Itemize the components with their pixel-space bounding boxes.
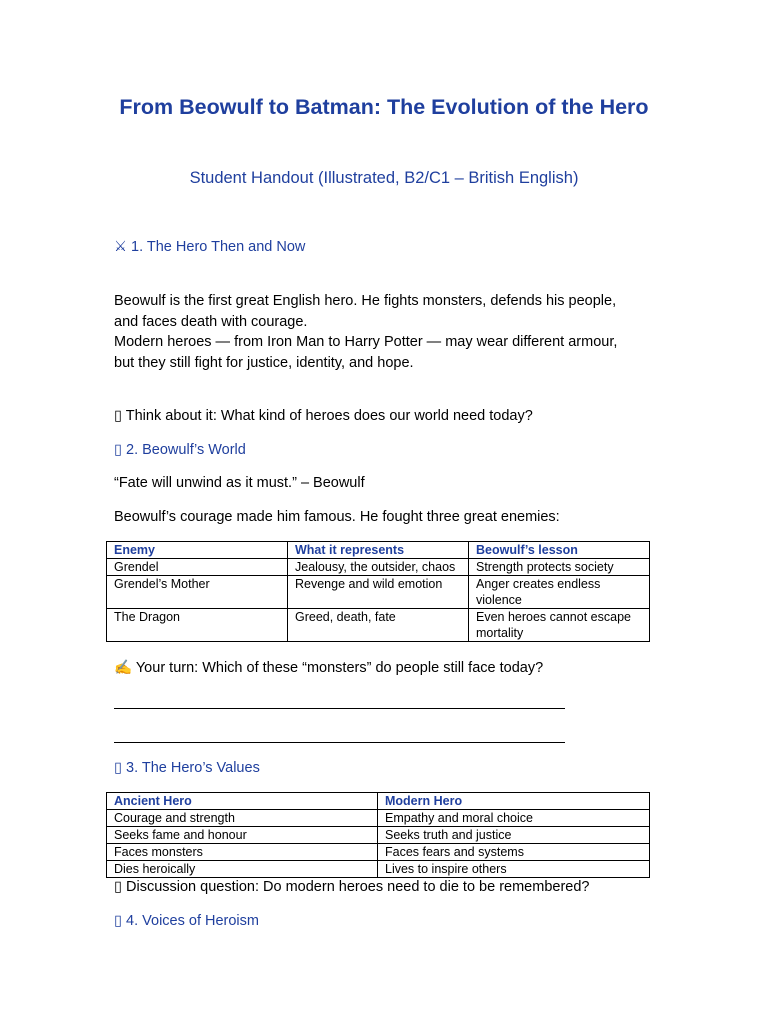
your-turn-text: Your turn: Which of these “monsters” do people still face today? [135, 660, 544, 676]
table-cell: Faces monsters [107, 844, 378, 861]
table-cell: Revenge and wild emotion [288, 576, 469, 609]
table-cell: Seeks fame and honour [107, 827, 378, 844]
section-2-intro: Beowulf’s courage made him famous. He fought three great enemies: [114, 509, 560, 525]
answer-line[interactable] [114, 742, 565, 743]
table-row [107, 559, 650, 576]
table-cell: Empathy and moral choice [378, 810, 650, 827]
table-cell: Grendel’s Mother [107, 576, 288, 609]
table-header-row [107, 542, 650, 559]
section-1-line-4: but they still fight for justice, identity, and hope. [114, 354, 414, 371]
missing-glyph-icon: ▯ [114, 442, 122, 458]
table-cell: Grendel [107, 559, 288, 576]
table-cell: Dies heroically [107, 861, 378, 878]
document-subtitle: Student Handout (Illustrated, B2/C1 – British English) [189, 169, 579, 187]
table-row [107, 861, 650, 878]
table-cell: Even heroes cannot escape mortality [469, 609, 650, 642]
writing-hand-icon: ✍ [114, 660, 133, 676]
section-1-heading [114, 237, 305, 257]
think-about-it-text: Think about it: What kind of heroes does our world need today? [125, 408, 533, 424]
table-header-cell: Beowulf’s lesson [469, 542, 650, 559]
table-row [107, 844, 650, 861]
section-1-line-1: Beowulf is the first great English hero. He fights monsters, defends his people, [114, 293, 617, 309]
section-4-heading [114, 911, 259, 931]
table-row [107, 609, 650, 642]
section-3-heading-text: 3. The Hero’s Values [126, 760, 260, 776]
table-header-cell: Ancient Hero [107, 793, 378, 810]
missing-glyph-icon: ▯ [114, 408, 122, 424]
think-about-it-prompt [114, 406, 654, 427]
missing-glyph-icon: ▯ [114, 879, 122, 895]
discussion-question [114, 877, 654, 898]
section-2-heading-text: 2. Beowulf’s World [126, 442, 246, 458]
table-cell: Strength protects society [469, 559, 650, 576]
table-cell: Faces fears and systems [378, 844, 650, 861]
section-2-heading [114, 440, 246, 460]
swords-icon: ⚔ [114, 239, 127, 255]
table-cell: Courage and strength [107, 810, 378, 827]
table-row [107, 827, 650, 844]
section-3-heading [114, 758, 260, 778]
document-title: From Beowulf to Batman: The Evolution of the Hero [119, 95, 649, 119]
missing-glyph-icon: ▯ [114, 760, 122, 776]
section-1-line-2: and faces death with courage. [114, 313, 308, 330]
table-cell: Anger creates endless violence [469, 576, 650, 609]
table-header-cell: Modern Hero [378, 793, 650, 810]
table-cell: Greed, death, fate [288, 609, 469, 642]
table-header-row [107, 793, 650, 810]
table-cell: Jealousy, the outsider, chaos [288, 559, 469, 576]
table-header-cell: What it represents [288, 542, 469, 559]
discussion-question-text: Discussion question: Do modern heroes need to die to be remembered? [126, 879, 590, 895]
your-turn-task [114, 658, 654, 679]
table-row [107, 810, 650, 827]
answer-line[interactable] [114, 708, 565, 709]
beowulf-quote: “Fate will unwind as it must.” – Beowulf [114, 475, 365, 491]
section-1-heading-text: 1. The Hero Then and Now [131, 239, 306, 255]
enemies-table [106, 541, 650, 642]
table-cell: Seeks truth and justice [378, 827, 650, 844]
missing-glyph-icon: ▯ [114, 913, 122, 929]
table-row [107, 576, 650, 609]
table-cell: The Dragon [107, 609, 288, 642]
section-1-line-3: Modern heroes — from Iron Man to Harry Potter — may wear different armour, [114, 334, 618, 350]
section-4-heading-text: 4. Voices of Heroism [126, 913, 259, 929]
values-table [106, 792, 650, 878]
table-cell: Lives to inspire others [378, 861, 650, 878]
table-header-cell: Enemy [107, 542, 288, 559]
